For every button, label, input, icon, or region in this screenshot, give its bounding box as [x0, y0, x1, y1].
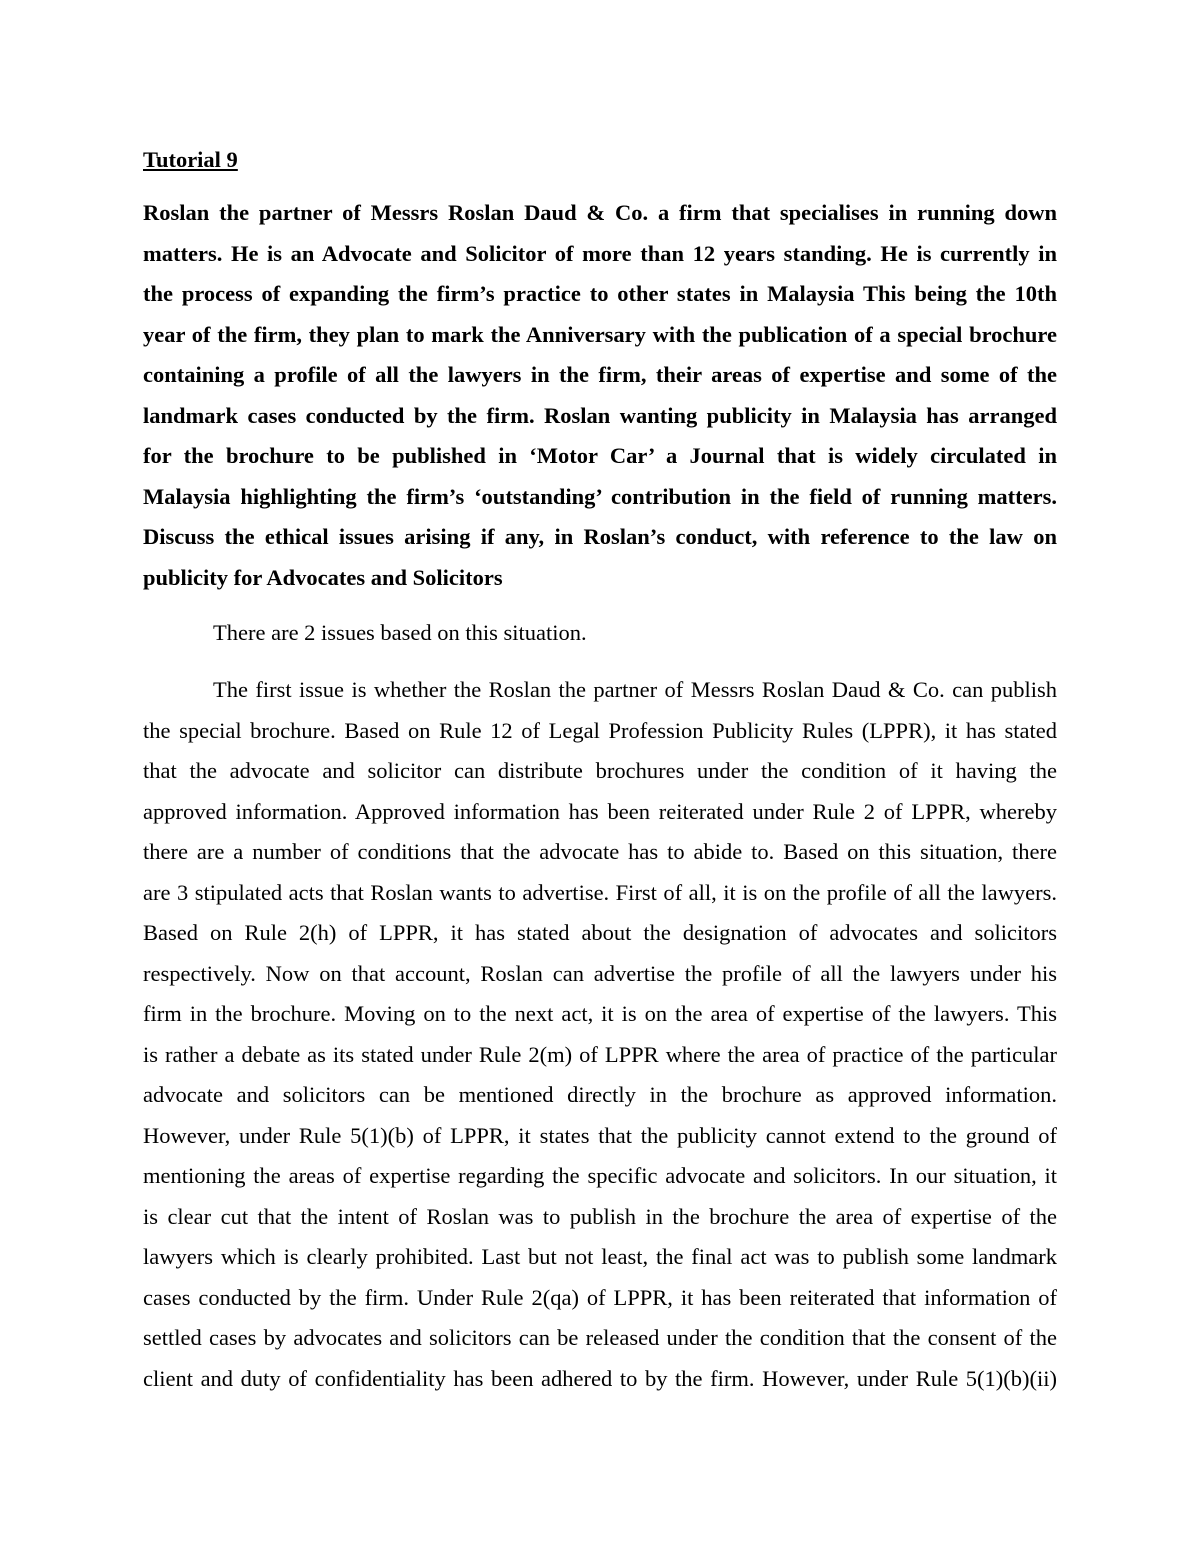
question-line: landmark cases conducted by the firm. Roslan wanting publicity in Malaysia has arranged [143, 402, 1057, 428]
question-line: for the brochure to be published in ‘Motor Car’ a Journal that is widely circulated in [143, 443, 1057, 468]
question-line: Malaysia highlighting the firm’s ‘outstanding’ contribution in the field of running matters. [143, 483, 1057, 509]
intro-line: There are 2 issues based on this situation. [213, 620, 587, 645]
answer-line: The first issue is whether the Roslan the partner of Messrs Roslan Daud & Co. can publish [213, 677, 1057, 702]
question-paragraph [143, 193, 1057, 598]
answer-line: advocate and solicitors can be mentioned directly in the brochure as approved information. [143, 1082, 1057, 1107]
page-title: Tutorial 9 [143, 147, 238, 172]
question-line: Discuss the ethical issues arising if any, in Roslan’s conduct, with reference to the law on [143, 524, 1057, 549]
answer-line: that the advocate and solicitor can distribute brochures under the condition of it having the [143, 758, 1057, 783]
answer-line: is clear cut that the intent of Roslan was to publish in the brochure the area of expertise of the [143, 1203, 1057, 1229]
answer-paragraph [143, 670, 1057, 1399]
question-line: year of the firm, they plan to mark the Anniversary with the publication of a special brochure [143, 321, 1057, 347]
title-block [143, 140, 1057, 181]
answer-line: mentioning the areas of expertise regarding the specific advocate and solicitors. In our situation, it [143, 1163, 1057, 1188]
question-line: publicity for Advocates and Solicitors [143, 564, 503, 590]
answer-line: are 3 stipulated acts that Roslan wants to advertise. First of all, it is on the profile of all the lawyers. [143, 879, 1057, 905]
answer-line: client and duty of confidentiality has been adhered to by the firm. However, under Rule 5(1)(b)(ii) [143, 1365, 1057, 1391]
answer-line: settled cases by advocates and solicitors can be released under the condition that the consent of the [143, 1325, 1057, 1350]
answer-line: respectively. Now on that account, Roslan can advertise the profile of all the lawyers under his [143, 960, 1057, 986]
answer-line: the special brochure. Based on Rule 12 of Legal Profession Publicity Rules (LPPR), it has stated [143, 717, 1057, 743]
question-line: Roslan the partner of Messrs Roslan Daud & Co. a firm that specialises in running down [143, 200, 1057, 225]
intro-paragraph [143, 613, 1057, 654]
question-line: containing a profile of all the lawyers in the firm, their areas of expertise and some of the [143, 362, 1057, 387]
answer-line: firm in the brochure. Moving on to the next act, it is on the area of expertise of the lawyers. This [143, 1001, 1057, 1026]
answer-line: However, under Rule 5(1)(b) of LPPR, it states that the publicity cannot extend to the ground of [143, 1122, 1057, 1148]
question-line: the process of expanding the firm’s practice to other states in Malaysia This being the 10th [143, 281, 1057, 306]
answer-line: lawyers which is clearly prohibited. Last but not least, the final act was to publish some landmark [143, 1244, 1057, 1269]
answer-line: cases conducted by the firm. Under Rule 2(qa) of LPPR, it has been reiterated that information of [143, 1284, 1057, 1310]
answer-line: is rather a debate as its stated under Rule 2(m) of LPPR where the area of practice of the particular [143, 1041, 1057, 1067]
answer-line: approved information. Approved information has been reiterated under Rule 2 of LPPR, whereby [143, 798, 1057, 824]
question-line: matters. He is an Advocate and Solicitor of more than 12 years standing. He is currently in [143, 240, 1057, 266]
answer-line: Based on Rule 2(h) of LPPR, it has stated about the designation of advocates and solicitors [143, 920, 1057, 945]
answer-line: there are a number of conditions that the advocate has to abide to. Based on this situation, there [143, 839, 1057, 864]
